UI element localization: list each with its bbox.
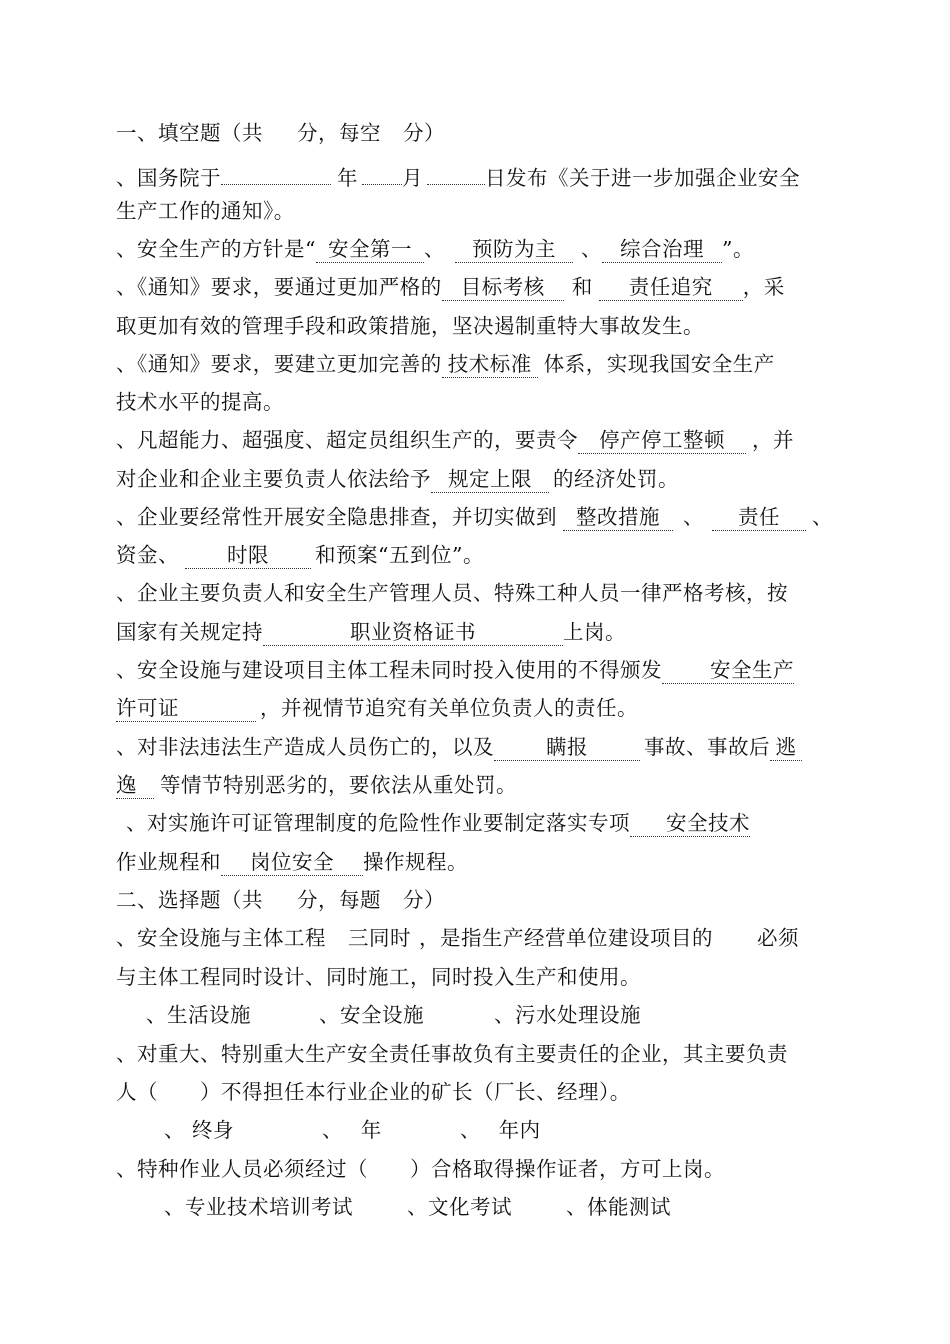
answer-comprehensive[interactable]: 综合治理 [602, 236, 722, 263]
question-6-line-2: 资金、 时限 和预案“五到位”。 [116, 543, 484, 567]
choice-2-options [164, 1115, 541, 1145]
question-4-line-1: 、《通知》要求，要建立更加完善的 技术标准 体系，实现我国安全生产 [116, 352, 775, 376]
option-a[interactable]: 、 终身 [164, 1118, 235, 1142]
answer-technical-standard[interactable]: 技术标准 [442, 351, 538, 378]
answer-safety-license-1[interactable]: 安全生产 [662, 657, 794, 684]
choice-2-line-1: 、对重大、特别重大生产安全责任事故负有主要责任的企业，其主要负责 [116, 1042, 788, 1066]
choice-1-line-1: 、安全设施与主体工程 三同时 ，是指生产经营单位建设项目的 必须 [116, 926, 799, 950]
option-b[interactable]: 、文化考试 [407, 1195, 512, 1219]
section-2-title: 二、选择题（共 分，每题 分） [116, 888, 445, 912]
choice-2-line-2: 人（ ）不得担任本行业企业的矿长（厂长、经理）。 [116, 1080, 631, 1104]
question-7-line-2: 国家有关规定持 职业资格证书 上岗。 [116, 620, 626, 644]
choice-3-line-1: 、特种作业人员必须经过（ ）合格取得操作证者，方可上岗。 [116, 1157, 725, 1181]
answer-time-limit[interactable]: 时限 [185, 542, 311, 569]
question-3-line-2: 取更加有效的管理手段和政策措施，坚决遏制重特大事故发生。 [116, 314, 704, 338]
option-a[interactable]: 、生活设施 [146, 1003, 251, 1027]
answer-conceal[interactable]: 瞒报 [494, 734, 640, 761]
question-5-line-2: 对企业和企业主要负责人依法给予 规定上限 的经济处罚。 [116, 467, 679, 491]
answer-safety-license-2[interactable]: 许可证 [116, 695, 256, 722]
answer-escape-2[interactable]: 逸 [116, 772, 154, 799]
option-c[interactable]: 、 年内 [459, 1118, 541, 1142]
option-c[interactable]: 、污水处理设施 [494, 1003, 641, 1027]
question-6-line-1: 、企业要经常性开展安全隐患排查，并切实做到 整改措施 、 责任 、 [116, 505, 833, 529]
question-9-line-1: 、对非法违法生产造成人员伤亡的，以及 瞒报 事故、事故后 逃 [116, 732, 802, 762]
question-1-line-2: 生产工作的通知》。 [116, 199, 295, 223]
section-1-title: 一、填空题（共 分，每空 分） [116, 121, 445, 145]
answer-safety-first[interactable]: 安全第一 [316, 236, 424, 263]
blank-year[interactable] [221, 158, 331, 185]
question-7-line-1: 、企业主要负责人和安全生产管理人员、特殊工种人员一律严格考核，按 [116, 581, 788, 605]
blank-day[interactable] [427, 158, 485, 185]
option-b[interactable]: 、 年 [322, 1118, 382, 1142]
question-10-line-2: 作业规程和 岗位安全 操作规程。 [116, 850, 468, 874]
question-2: 、安全生产的方针是“ 安全第一 、 预防为主 、 综合治理 ”。 [116, 237, 754, 261]
question-4-line-2: 技术水平的提高。 [116, 390, 284, 414]
answer-prevention[interactable]: 预防为主 [455, 236, 573, 263]
answer-suspend-production[interactable]: 停产停工整顿 [578, 427, 746, 454]
question-9-line-2: 逸 等情节特别恶劣的，要依法从重处罚。 [116, 773, 517, 797]
answer-post-safety[interactable]: 岗位安全 [221, 849, 363, 876]
question-8-line-1: 、安全设施与建设项目主体工程未同时投入使用的不得颁发 安全生产 [116, 658, 794, 682]
answer-rectification[interactable]: 整改措施 [563, 504, 673, 531]
question-5-line-1: 、凡超能力、超强度、超定员组织生产的，要责令 停产停工整顿 ，并 [116, 428, 794, 452]
answer-safety-tech[interactable]: 安全技术 [630, 810, 750, 837]
blank-month[interactable] [362, 158, 402, 185]
answer-upper-limit[interactable]: 规定上限 [431, 466, 549, 493]
answer-accountability[interactable]: 责任追究 [599, 274, 743, 301]
answer-responsibility[interactable]: 责任 [712, 504, 806, 531]
answer-escape-1[interactable]: 逃 [770, 734, 802, 761]
choice-1-options [146, 1000, 641, 1030]
answer-target-assessment[interactable]: 目标考核 [442, 274, 564, 301]
question-8-line-2: 许可证 ，并视情节追究有关单位负责人的责任。 [116, 696, 638, 720]
option-a[interactable]: 、专业技术培训考试 [164, 1195, 353, 1219]
question-1-line-1: 、国务院于 年 月 日发布《关于进一步加强企业安全 [116, 158, 800, 193]
choice-1-line-2: 与主体工程同时设计、同时施工，同时投入生产和使用。 [116, 965, 641, 989]
question-3-line-1: 、《通知》要求，要通过更加严格的 目标考核 和 责任追究 ，采 [116, 275, 785, 299]
answer-qualification-cert[interactable]: 职业资格证书 [263, 619, 563, 646]
choice-3-options [164, 1192, 671, 1222]
option-b[interactable]: 、安全设施 [319, 1003, 424, 1027]
question-10-line-1: 、对实施许可证管理制度的危险性作业要制定落实专项 安全技术 [126, 811, 750, 835]
option-c[interactable]: 、体能测试 [566, 1195, 671, 1219]
